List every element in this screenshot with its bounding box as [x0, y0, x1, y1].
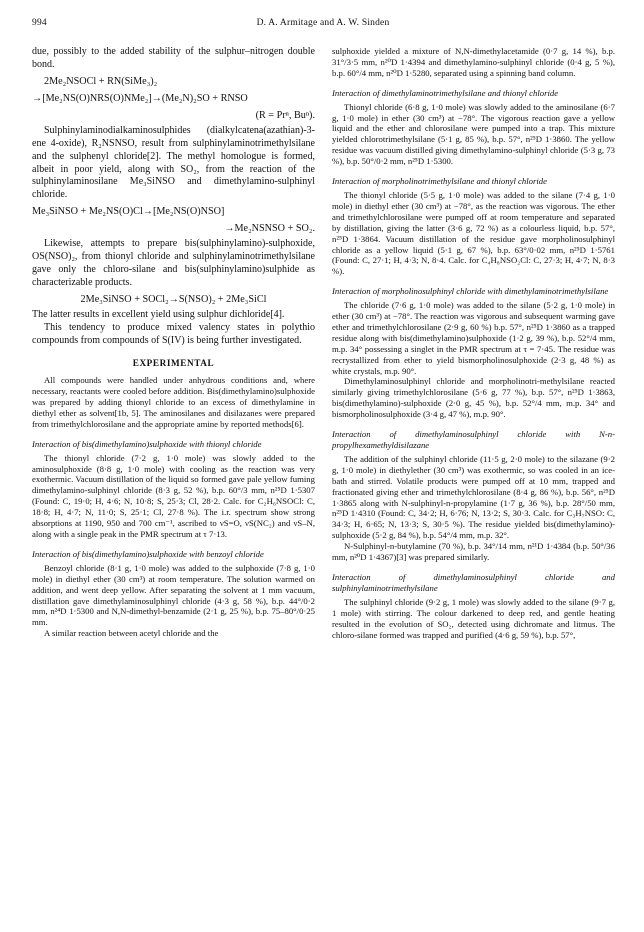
- paragraph-dimethylaminosilane: Thionyl chloride (6·8 g, 1·0 mole) was slowly added to the aminosilane (6·7 g, 1·0 mole) in ether (30 cm³) at −78°. The vigorous reaction gave a yellow liquid and the ether and chlorosilane were pumped into a trap. This mixture yielded chlorotrimethylsilane (5·1 g, 85 %), b.p. 57°, n²⁵D 1·3860. The yellow residue was vacuum distilled giving dimethylamino-sulphinyl chloride (5·3 g, 73 %), b.p. 50°/0·2 mm, n²⁵D 1·5300.: [332, 101, 615, 167]
- equation-1c: (R = Prⁿ, Buⁿ).: [255, 109, 315, 121]
- running-header: [32, 18, 614, 32]
- equation-2b: →Me₂NSNSO + SO₂.: [224, 223, 315, 235]
- page-number: 994: [32, 18, 47, 28]
- paragraph-tendency: This tendency to produce mixed valency states in polythio compounds from compounds of S(IV) is being further investigated.: [32, 321, 315, 346]
- subheading-3: Interaction of dimethylaminotrimethylsilane and thionyl chloride: [332, 87, 559, 98]
- subheading-6: Interaction of dimethylaminosulphinyl chloride with N-n-propylhexamethyldisilazane: [332, 429, 615, 450]
- paragraph-sulphinylaminosilane: The sulphinyl chloride (9·2 g, 1 mole) was slowly added to the silane (9·7 g, 1 mole) with stirring. The colour darkened to deep red, and gentle heating resulted in the evolution of SO₂, detected using dichromate and litmus. The chloro-silane formed was trapped and purified (4·6 g, 59 %), b.p. 57°,: [332, 596, 615, 640]
- equation-2a: Me₃SiNSO + Me₂NS(O)Cl→[Me₂NS(O)NSO]: [32, 206, 225, 218]
- paragraph-latter: The latter results in excellent yield using sulphur dichloride[4].: [32, 308, 285, 320]
- paragraph-likewise: Likewise, attempts to prepare bis(sulphinylamino)-sulphoxide, OS(NSO)₂, from thionyl chloride and sulphinylaminotrimethylsilane gave only the chloro-silane and bis(sulphinylamino)sulphide as characterizable products.: [32, 238, 315, 288]
- subheading-2: Interaction of bis(dimethylamino)sulphoxide with benzoyl chloride: [32, 548, 264, 559]
- equation-3: 2Me₃SiNSO + SOCl₂→S(NSO)₂ + 2Me₃SiCl: [80, 293, 267, 305]
- subheading-7: Interaction of dimethylaminosulphinyl chloride and sulphinylaminotrimethylsilane: [332, 571, 615, 593]
- paragraph-acetyl: A similar reaction between acetyl chloride and the: [44, 628, 219, 639]
- paragraph-morpholinosilane: The thionyl chloride (5·5 g, 1·0 mole) was added to the silane (7·4 g, 1·0 mole) in diethyl ether (30 cm³) at −78°, as the reaction was vigorous. The ether and trimethylchlorosilane were pumped off at room temperature and separated by distillation, giving the latter (3·6 g, 72 %) as a colourless liquid, b.p. 57°, n²⁵D 1·3864. Vacuum distillation of the residue gave morpholinosulphinyl chloride as a yellow liquid (5·1 g, 67 %), b.p. 63°/0·02 mm, n²⁵D 1·5761 (Found: C, 27·1; H, 4·3; N, 8·4. Calc. for C₄H₈NSO₂Cl: C, 27·3; H, 4·7; N, 8·3 %).: [332, 189, 615, 277]
- subheading-5: Interaction of morpholinosulphinyl chloride with dimethylaminotrimethylsilane: [332, 286, 609, 297]
- paragraph-silazane: The addition of the sulphinyl chloride (11·5 g, 2·0 mole) to the silazane (9·2 g, 1·0 mole) in diethylether (30 cm³) was exothermic, so was cooled in an ice-bath and stirred. Volatile products were pumped off at 10 mm, trapped and fractionated giving ether and trimethylchlorosilane (8·4 g, 86 %), b.p. 56°, n²⁵D 1·3865 along with N-sulphinyl-n-propylamine (1·7 g, 36 %), b.p. 28°/50 mm, n²⁵D 1·4310 (Found: C, 34·2; H, 6·76; N, 13·2; S, 30·3. Calc. for C₃H₇NSO: C, 34·3; H, 6·65; N, 13·3; S, 30·5 %). The residue yielded bis(dimethylamino)-sulphoxide (5·2 g, 84 %), b.p. 54°/4 mm, m.p. 32°.: [332, 453, 615, 541]
- paragraph-sulphinylamino: Sulphinylaminodialkaminosulphides (dialkylcatena(azathian)-3-ene 4-oxide), R₂NSNSO, result from sulphinylaminotrimethylsilane and the sulphenyl chloride[2]. The methyl homologue is formed, albeit in poor yield, along with SO₂, from the reaction of the sulphinylaminosilane Me₃SiNSO and dimethylamino-sulphinyl chloride.: [32, 124, 315, 201]
- right-column: [332, 46, 615, 640]
- running-head-authors: D. A. Armitage and A. W. Sinden: [256, 18, 390, 28]
- paragraph-thionyl: The thionyl chloride (7·2 g, 1·0 mole) was slowly added to the aminosulphoxide (8·8 g, 1·0 mole) with cooling as the reaction was very exothermic. Vacuum distillation of the liquid so formed gave pale yellow fuming dimethylamino-sulphinyl chloride (8·3 g, 52 %), b.p. 60°/3 mm, n²⁵D 1·5307 (Found: C, 19·0; H, 4·6; N, 10·8; S, 25·3; Cl, 28·2. Calc. for C₂H₆NSOCl: C, 18·8; H, 4·7; N, 11·0; S, 25·1; Cl, 27·8 %). The i.r. spectrum show strong absorptions at 1190, 950 and 700 cm⁻¹, ascribed to νS=O, νS(NC₂) and νS–N, along with a single peak in the PMR spectrum at τ 7·13.: [32, 452, 315, 539]
- paragraph-similar: Dimethylaminosulphinyl chloride and morpholinotri-methylsilane reacted similarly giving trimethylchlorosilane (5·6 g, 77 %), b.p. 57°, n²⁵D 1·3863, bis(dimethylamino)-sulphoxide (2·0 g, 45 %), b.p. 52°/4 mm, m.p. 34° and bismorpholinosulphoxide (3·4 g, 47 %), m.p. 90°.: [332, 376, 615, 420]
- paragraph-benzoyl: Benzoyl chloride (8·1 g, 1·0 mole) was added to the sulphoxide (7·8 g, 1·0 mole) in diethyl ether (30 cm³) at room temperature. The solution warmed on addition, and went deep yellow. After separating the solvent at 1 mm vacuum, distillation gave dimethylaminosulphinyl chloride (4·3 g, 58 %), b.p. 44°/0·2 mm, n²⁴D 1·5300 and N,N-dimethyl-benzamide (2·1 g, 25 %), b.p. 75–80°/0·25 mm.: [32, 562, 315, 628]
- paragraph-continued: sulphoxide yielded a mixture of N,N-dimethylacetamide (0·7 g, 14 %), b.p. 31°/3·5 mm, n²⁰D 1·4394 and dimethylamino-sulphinyl chloride (0·4 g, 5 %), b.p. 60°/4 mm, n²⁰D 1·5280, separated using a spinning band column.: [332, 46, 615, 78]
- left-column: [32, 46, 315, 639]
- equation-1b: →[Me₂NS(O)NRS(O)NMe₂]→(Me₂N)₂SO + RNSO: [32, 92, 248, 104]
- intro-paragraph: due, possibly to the added stability of the sulphur–nitrogen double bond.: [32, 46, 315, 70]
- paragraph-morpholinosulphinyl: The chloride (7·6 g, 1·0 mole) was added to the silane (5·2 g, 1·0 mole) in ether (30 cm³) at −78°. The reaction was vigorous and subsequent warming gave ether and trimethylchlorosilane (2·9 g, 60 %) b.p. 57°, n²⁵D 1·3860 as a trapped residue along with bis(dimethylamino)sulphoxide (1·2 g, 39 %), b.p. 52°/4 mm, m.p. 34° possessing a singlet in the PMR spectrum at τ = 7·45. The residue was recrystallized from ether to yield bismorpholinosulphoxide (2·3 g, 48 %) as white crystals, m.p. 90°.: [332, 300, 615, 376]
- paragraph-butylamine: N-Sulphinyl-n-butylamine (70 %), b.p. 34°/14 mm, n²¹D 1·4384 (b.p. 50°/36 mm, n²⁰D 1·4367)[3] was prepared similarly.: [332, 541, 615, 563]
- section-heading-experimental: EXPERIMENTAL: [132, 357, 215, 368]
- subheading-1: Interaction of bis(dimethylamino)sulphoxide with thionyl chloride: [32, 438, 262, 449]
- equation-1a: 2Me₂NSOCl + RN(SiMe₃)₂: [44, 75, 158, 87]
- subheading-4: Interaction of morpholinotrimethylsilane and thionyl chloride: [332, 176, 547, 187]
- paragraph-general: All compounds were handled under anhydrous conditions and, where necessary, reactants were cooled before addition. Bis(dimethylamino)sulphoxide was prepared by adding thionyl chloride to an excess of dimethylamine in diethyl ether as solvent[1b, 5]. The aminosilanes and disilazanes were prepared from trimethylchlorosilane and the appropriate amine by reported methods[6].: [32, 375, 315, 429]
